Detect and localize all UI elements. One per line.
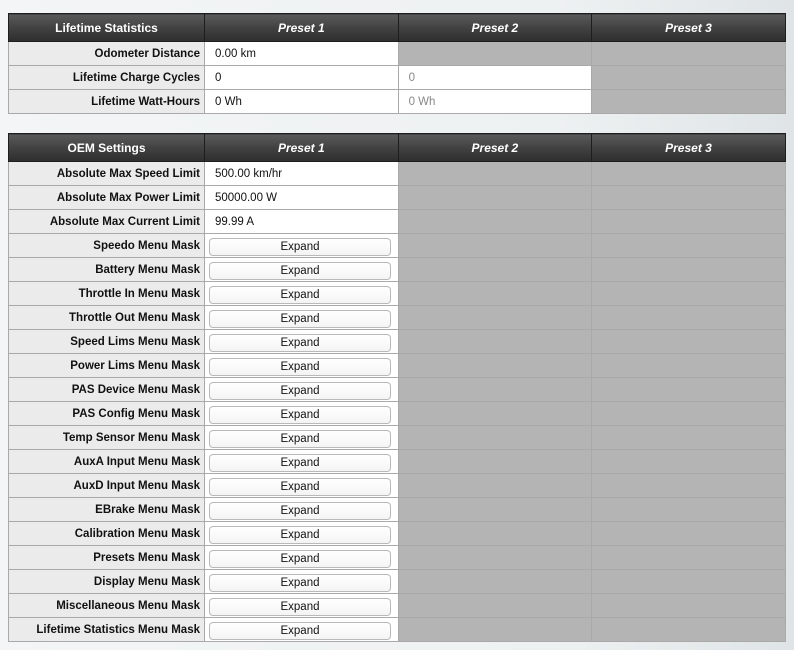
speed-lims-menu-mask-expand-button[interactable]: Expand [209,334,391,352]
disabled-cell [592,258,786,282]
disabled-cell [398,474,592,498]
disabled-cell [592,234,786,258]
row-label: Calibration Menu Mask [9,522,205,546]
lifetime-preset-3-header: Preset 3 [592,14,786,42]
miscellaneous-menu-mask-expand-button[interactable]: Expand [209,598,391,616]
expand-cell [205,426,399,450]
expand-cell [205,498,399,522]
expand-cell [205,330,399,354]
disabled-cell [592,426,786,450]
watt-hours-row [9,90,786,114]
disabled-cell [592,66,786,90]
disabled-cell [592,402,786,426]
disabled-cell [398,162,592,186]
auxa-input-menu-mask-expand-button[interactable]: Expand [209,454,391,472]
disabled-cell [398,450,592,474]
lifetime-statistics-table [8,13,786,114]
lifetime-section-title: Lifetime Statistics [9,14,205,42]
row-label: AuxA Input Menu Mask [9,450,205,474]
row-label: Speed Lims Menu Mask [9,330,205,354]
watt-hours-preset-2-value: 0 Wh [398,90,592,114]
disabled-cell [398,618,592,642]
lifetime-statistics-menu-mask-expand-button[interactable]: Expand [209,622,391,640]
oem-settings-table [8,133,786,642]
disabled-cell [592,378,786,402]
expand-cell [205,594,399,618]
expand-cell [205,618,399,642]
disabled-cell [398,426,592,450]
pas-device-menu-mask-row [9,378,786,402]
disabled-cell [592,186,786,210]
row-label: Absolute Max Current Limit [9,210,205,234]
expand-cell [205,450,399,474]
disabled-cell [398,594,592,618]
power-lims-menu-mask-expand-button[interactable]: Expand [209,358,391,376]
disabled-cell [592,594,786,618]
disabled-cell [398,498,592,522]
row-label: Lifetime Statistics Menu Mask [9,618,205,642]
auxa-input-menu-mask-row [9,450,786,474]
charge-cycles-row [9,66,786,90]
lifetime-statistics-menu-mask-row [9,618,786,642]
disabled-cell [398,354,592,378]
oem-section-title: OEM Settings [9,134,205,162]
speedo-menu-mask-expand-button[interactable]: Expand [209,238,391,256]
disabled-cell [592,570,786,594]
disabled-cell [398,306,592,330]
disabled-cell [592,306,786,330]
ebrake-menu-mask-row [9,498,786,522]
disabled-cell [592,618,786,642]
max-power-limit-row [9,186,786,210]
max-power-limit-value: 50000.00 W [205,186,399,210]
disabled-cell [592,162,786,186]
row-label: Battery Menu Mask [9,258,205,282]
pas-config-menu-mask-expand-button[interactable]: Expand [209,406,391,424]
row-label: Absolute Max Speed Limit [9,162,205,186]
expand-cell [205,474,399,498]
lifetime-header-row [9,14,786,42]
disabled-cell [398,402,592,426]
auxd-input-menu-mask-row [9,474,786,498]
odometer-distance-row [9,42,786,66]
expand-cell [205,282,399,306]
disabled-cell [398,234,592,258]
disabled-cell [592,474,786,498]
row-label: Temp Sensor Menu Mask [9,426,205,450]
display-menu-mask-row [9,570,786,594]
expand-cell [205,402,399,426]
row-label: Miscellaneous Menu Mask [9,594,205,618]
max-current-limit-value: 99.99 A [205,210,399,234]
max-speed-limit-row [9,162,786,186]
row-label: Odometer Distance [9,42,205,66]
lifetime-preset-1-header: Preset 1 [205,14,399,42]
auxd-input-menu-mask-expand-button[interactable]: Expand [209,478,391,496]
disabled-cell [398,570,592,594]
disabled-cell [592,498,786,522]
disabled-cell [398,186,592,210]
disabled-cell [592,522,786,546]
charge-cycles-preset-2-value: 0 [398,66,592,90]
row-label: Lifetime Watt-Hours [9,90,205,114]
row-label: Presets Menu Mask [9,546,205,570]
pas-device-menu-mask-expand-button[interactable]: Expand [209,382,391,400]
ebrake-menu-mask-expand-button[interactable]: Expand [209,502,391,520]
row-label: Absolute Max Power Limit [9,186,205,210]
throttle-out-menu-mask-expand-button[interactable]: Expand [209,310,391,328]
temp-sensor-menu-mask-row [9,426,786,450]
oem-header-row [9,134,786,162]
disabled-cell [592,330,786,354]
disabled-cell [592,90,786,114]
disabled-cell [398,258,592,282]
temp-sensor-menu-mask-expand-button[interactable]: Expand [209,430,391,448]
expand-cell [205,522,399,546]
max-current-limit-row [9,210,786,234]
row-label: Throttle In Menu Mask [9,282,205,306]
row-label: Throttle Out Menu Mask [9,306,205,330]
expand-cell [205,258,399,282]
speedo-menu-mask-row [9,234,786,258]
presets-menu-mask-expand-button[interactable]: Expand [209,550,391,568]
disabled-cell [398,42,592,66]
row-label: Speedo Menu Mask [9,234,205,258]
disabled-cell [592,210,786,234]
throttle-out-menu-mask-row [9,306,786,330]
disabled-cell [592,282,786,306]
oem-preset-3-header: Preset 3 [592,134,786,162]
disabled-cell [398,522,592,546]
disabled-cell [592,546,786,570]
disabled-cell [592,450,786,474]
oem-preset-1-header: Preset 1 [205,134,399,162]
disabled-cell [398,330,592,354]
expand-cell [205,570,399,594]
oem-preset-2-header: Preset 2 [398,134,592,162]
throttle-in-menu-mask-expand-button[interactable]: Expand [209,286,391,304]
row-label: Power Lims Menu Mask [9,354,205,378]
expand-cell [205,234,399,258]
speed-lims-menu-mask-row [9,330,786,354]
disabled-cell [592,42,786,66]
display-menu-mask-expand-button[interactable]: Expand [209,574,391,592]
charge-cycles-preset-1-value: 0 [205,66,399,90]
lifetime-preset-2-header: Preset 2 [398,14,592,42]
presets-menu-mask-row [9,546,786,570]
miscellaneous-menu-mask-row [9,594,786,618]
row-label: PAS Config Menu Mask [9,402,205,426]
calibration-menu-mask-expand-button[interactable]: Expand [209,526,391,544]
row-label: AuxD Input Menu Mask [9,474,205,498]
battery-menu-mask-expand-button[interactable]: Expand [209,262,391,280]
disabled-cell [592,354,786,378]
row-label: EBrake Menu Mask [9,498,205,522]
pas-config-menu-mask-row [9,402,786,426]
expand-cell [205,306,399,330]
expand-cell [205,378,399,402]
max-speed-limit-value: 500.00 km/hr [205,162,399,186]
throttle-in-menu-mask-row [9,282,786,306]
disabled-cell [398,210,592,234]
disabled-cell [398,546,592,570]
watt-hours-preset-1-value: 0 Wh [205,90,399,114]
power-lims-menu-mask-row [9,354,786,378]
expand-cell [205,354,399,378]
odometer-preset-1-value: 0.00 km [205,42,399,66]
calibration-menu-mask-row [9,522,786,546]
row-label: PAS Device Menu Mask [9,378,205,402]
battery-menu-mask-row [9,258,786,282]
expand-cell [205,546,399,570]
disabled-cell [398,282,592,306]
disabled-cell [398,378,592,402]
row-label: Display Menu Mask [9,570,205,594]
row-label: Lifetime Charge Cycles [9,66,205,90]
